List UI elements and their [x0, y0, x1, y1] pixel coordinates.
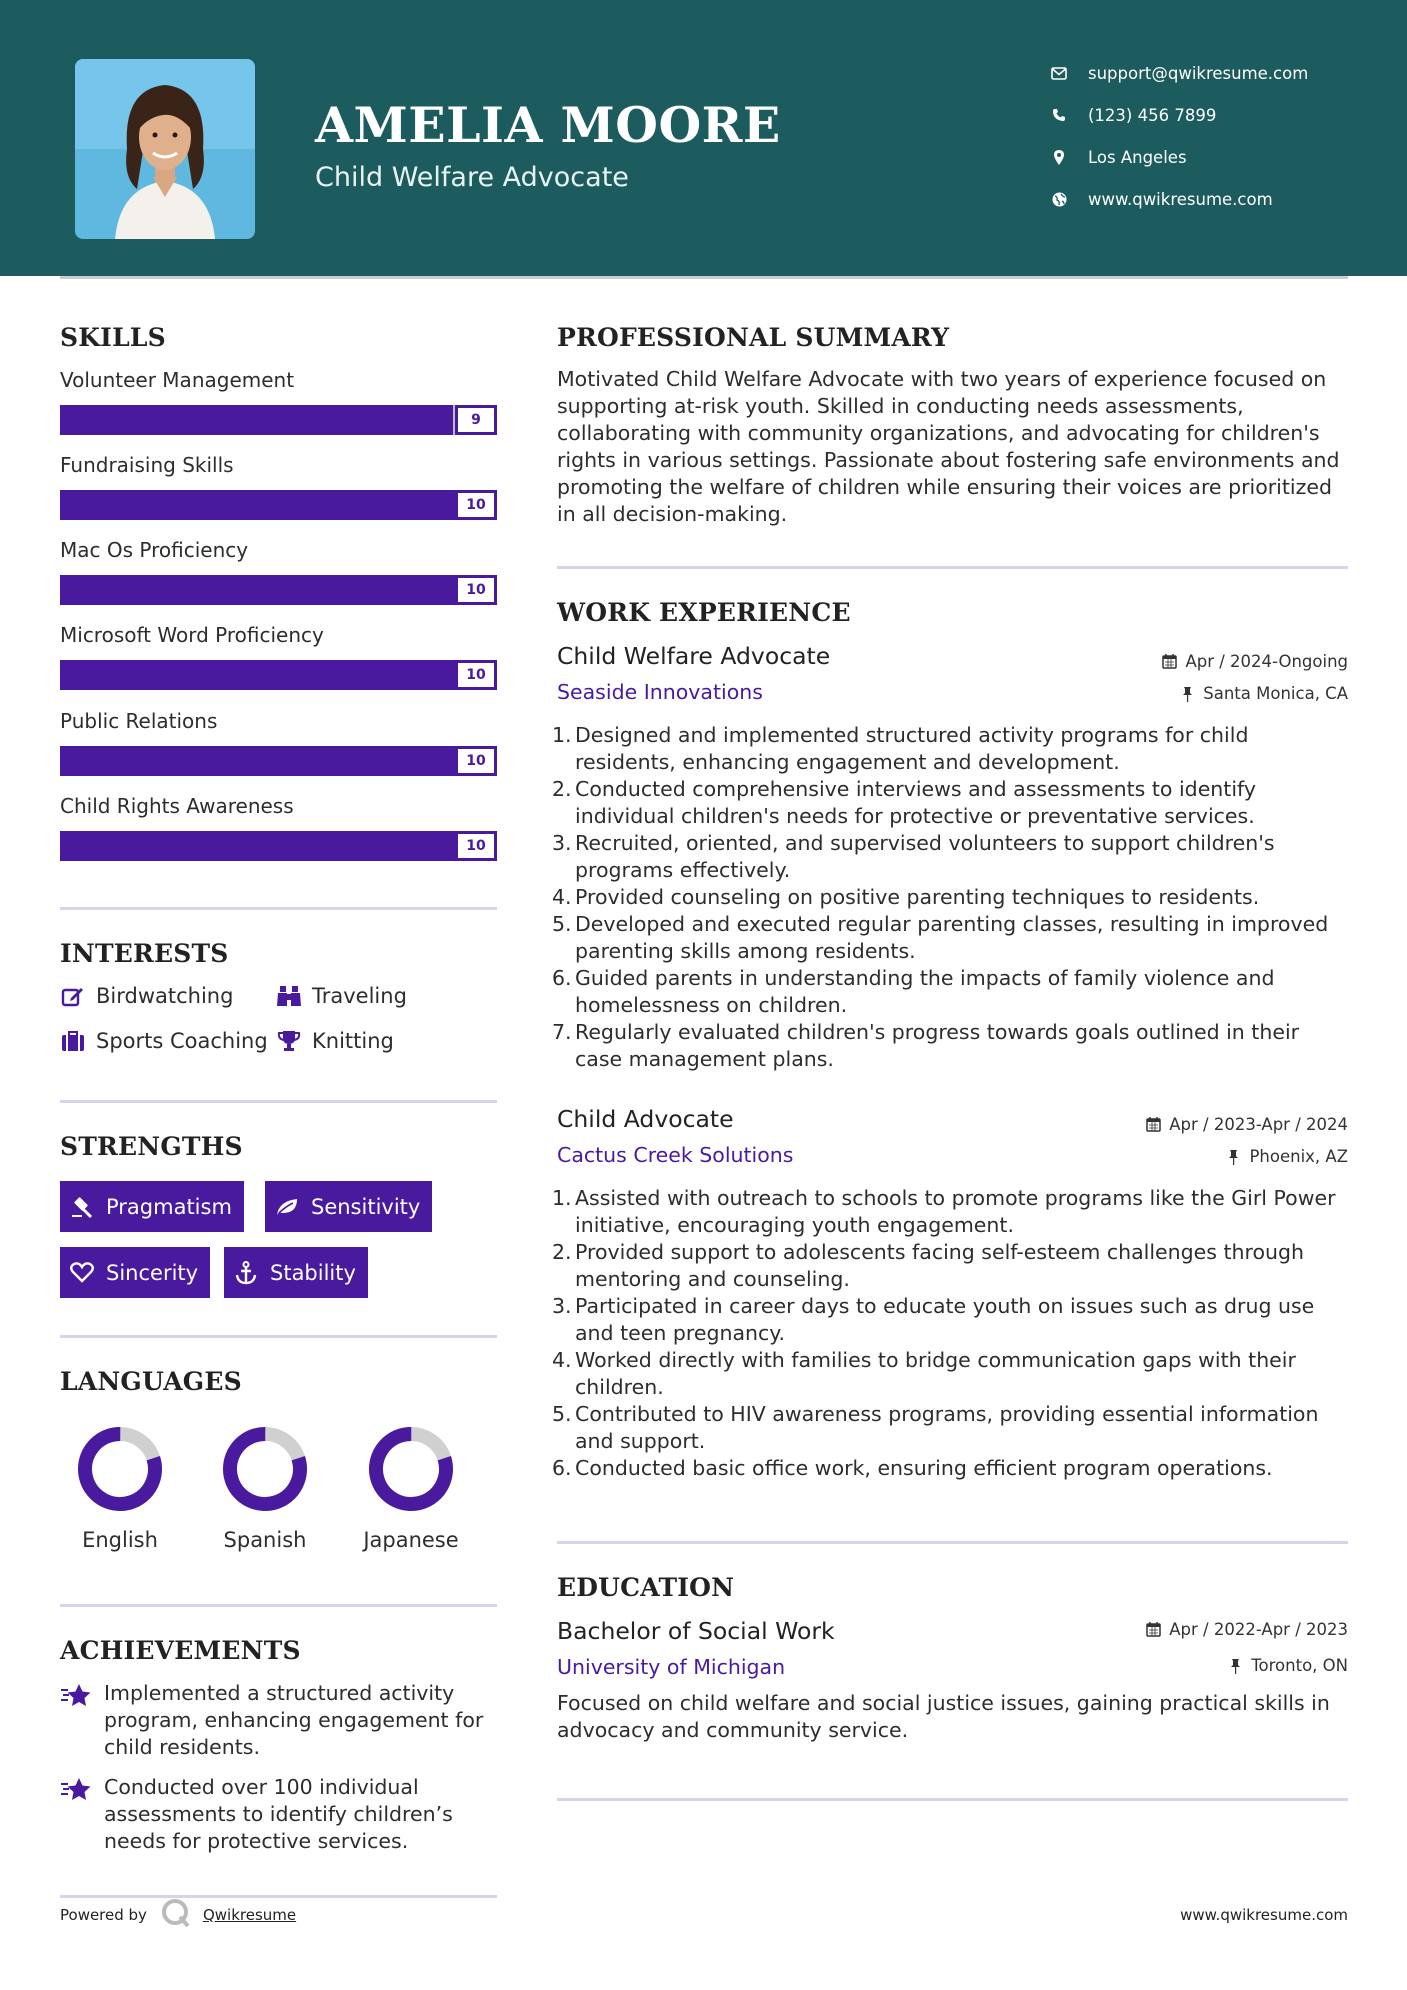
skill-bar: [60, 405, 497, 435]
duty-item: 2. Provided support to adolescents facing self-esteem challenges through mentoring and counseling.: [552, 1240, 1305, 1291]
trophy-icon: [276, 1028, 302, 1054]
education-description: Focused on child welfare and social justice issues, gaining practical skills in advocacy and community service.: [557, 1691, 1330, 1742]
job-date-text: Apr / 2024-Ongoing: [1185, 652, 1348, 671]
calendar-icon: [1145, 1622, 1161, 1638]
skill-score: 10: [455, 575, 497, 605]
duty-text: Conducted basic office work, ensuring efficient program operations.: [575, 1456, 1273, 1480]
interest-item: [60, 983, 233, 1009]
education-date: [1145, 1620, 1348, 1639]
edit-icon: [60, 983, 86, 1009]
powered-by-text: Powered by: [60, 1906, 147, 1924]
duty-item: 5. Contributed to HIV awareness programs, providing essential information and support.: [552, 1402, 1319, 1453]
job-title: Child Advocate: [557, 1105, 734, 1133]
gavel-icon: [70, 1195, 94, 1219]
phone-icon: [1050, 106, 1068, 124]
duty-text: Assisted with outreach to schools to promote programs like the Girl Power initiative, encouraging youth engagement.: [575, 1186, 1336, 1237]
strength-label: Sincerity: [106, 1260, 199, 1285]
interest-item: [276, 1028, 394, 1054]
language-level-ring: [75, 1424, 165, 1514]
strength-chip: [265, 1181, 432, 1232]
section-divider: [60, 907, 497, 910]
language-item: [200, 1424, 330, 1552]
education-date-text: Apr / 2022-Apr / 2023: [1169, 1620, 1348, 1639]
pushpin-icon: [1227, 1658, 1243, 1674]
skill-bar: [60, 831, 497, 861]
anchor-icon: [234, 1261, 258, 1285]
duty-text: Participated in career days to educate youth on issues such as drug use and teen pregnancy.: [575, 1294, 1315, 1345]
calendar-icon: [1145, 1117, 1161, 1133]
job-location: [1179, 684, 1348, 703]
skill-item: [60, 453, 497, 520]
skill-bar: [60, 746, 497, 776]
strength-chip: [60, 1181, 244, 1232]
education-location-text: Toronto, ON: [1251, 1656, 1348, 1675]
skill-score: 10: [455, 490, 497, 520]
duty-item: 2. Conducted comprehensive interviews and assessments to identify individual children's needs for protective or preventative services.: [552, 777, 1257, 828]
interest-label: Sports Coaching: [96, 1029, 268, 1053]
language-label: English: [82, 1528, 158, 1552]
strength-chip: [224, 1247, 368, 1298]
education-location: [1227, 1656, 1348, 1675]
achievement-item: [60, 1680, 500, 1761]
contact-phone[interactable]: [1050, 94, 1380, 136]
candidate-name: AMELIA MOORE: [315, 96, 781, 154]
calendar-icon: [1161, 654, 1177, 670]
duty-text: Designed and implemented structured activity programs for child residents, enhancing engagement and development.: [575, 723, 1249, 774]
section-divider: [557, 566, 1348, 569]
language-label: Japanese: [363, 1528, 459, 1552]
skill-bar: [60, 660, 497, 690]
contact-email[interactable]: [1050, 52, 1380, 94]
interest-item: [276, 983, 407, 1009]
skill-label: Public Relations: [60, 709, 218, 733]
section-divider: [60, 1335, 497, 1338]
skill-item: [60, 368, 497, 435]
location-pin-icon: [1050, 148, 1068, 166]
strength-chip: [60, 1247, 210, 1298]
section-divider: [60, 1100, 497, 1103]
skill-score: 10: [455, 746, 497, 776]
interest-label: Traveling: [312, 984, 407, 1008]
duty-text: Conducted comprehensive interviews and assessments to identify individual children's needs for protective or preventative services.: [575, 777, 1257, 828]
duty-item: 6. Conducted basic office work, ensuring efficient program operations.: [552, 1456, 1273, 1480]
skill-label: Mac Os Proficiency: [60, 538, 249, 562]
company-name: Seaside Innovations: [557, 680, 763, 704]
skill-bar: [60, 490, 497, 520]
skill-bar: [60, 575, 497, 605]
globe-icon: [1050, 190, 1068, 208]
achievement-text: Implemented a structured activity program, enhancing engagement for child residents.: [104, 1681, 484, 1759]
skill-score: 10: [455, 660, 497, 690]
duty-item: 4. Provided counseling on positive parenting techniques to residents.: [552, 885, 1260, 909]
contact-phone-text: (123) 456 7899: [1088, 105, 1217, 125]
skill-item: [60, 794, 497, 861]
section-divider: [557, 1798, 1348, 1801]
interest-item: [60, 1028, 268, 1054]
envelope-icon: [1050, 64, 1068, 82]
qwikresume-link[interactable]: Qwikresume: [202, 1906, 297, 1924]
star-icon: [60, 1682, 92, 1714]
duty-text: Regularly evaluated children's progress towards goals outlined in their case management plans.: [575, 1020, 1300, 1071]
language-level-ring: [366, 1424, 456, 1514]
education-heading: EDUCATION: [557, 1573, 735, 1602]
duty-item: 4. Worked directly with families to bridge communication gaps with their children.: [552, 1348, 1296, 1399]
contact-location-text: Los Angeles: [1088, 147, 1187, 167]
section-divider: [60, 1604, 497, 1607]
language-level-ring: [220, 1424, 310, 1514]
school-name: University of Michigan: [557, 1655, 786, 1679]
pushpin-icon: [1225, 1149, 1241, 1165]
languages-heading: LANGUAGES: [60, 1367, 242, 1396]
language-item: [346, 1424, 476, 1552]
contact-location: [1050, 136, 1380, 178]
job-duties-list: [552, 1185, 1347, 1482]
achievement-text: Conducted over 100 individual assessments to identify children’s needs for protective services.: [104, 1775, 453, 1853]
skill-label: Fundraising Skills: [60, 453, 234, 477]
leaf-icon: [275, 1195, 299, 1219]
skill-bar-fill: [60, 575, 497, 605]
contact-list: [1050, 52, 1380, 220]
interests-heading: INTERESTS: [60, 939, 229, 968]
duty-text: Provided counseling on positive parenting techniques to residents.: [575, 885, 1260, 909]
section-divider: [557, 1541, 1348, 1544]
briefcase-icon: [60, 1028, 86, 1054]
duty-item: 1. Designed and implemented structured activity programs for child residents, enhancing engagement and development.: [552, 723, 1249, 774]
strength-label: Pragmatism: [106, 1194, 232, 1219]
footer-website[interactable]: www.qwikresume.com: [1180, 1906, 1348, 1924]
duty-item: 3. Recruited, oriented, and supervised volunteers to support children's programs effectively.: [552, 831, 1275, 882]
skill-score: 10: [455, 831, 497, 861]
skill-item: [60, 709, 497, 776]
job-title: Child Welfare Advocate: [557, 642, 831, 670]
skill-bar-fill: [60, 660, 497, 690]
contact-website-text: www.qwikresume.com: [1088, 189, 1273, 209]
achievements-heading: ACHIEVEMENTS: [60, 1636, 301, 1665]
skill-bar-fill: [60, 746, 497, 776]
duty-text: Guided parents in understanding the impacts of family violence and homelessness on children.: [575, 966, 1275, 1017]
duty-text: Contributed to HIV awareness programs, providing essential information and support.: [575, 1402, 1319, 1453]
interest-label: Knitting: [312, 1029, 394, 1053]
work-experience-heading: WORK EXPERIENCE: [557, 598, 851, 627]
job-date: [1161, 652, 1348, 671]
job-location: [1225, 1147, 1348, 1166]
job-duties-list: [552, 722, 1347, 1073]
language-label: Spanish: [223, 1528, 307, 1552]
strength-label: Stability: [270, 1260, 356, 1285]
skill-score: 9: [455, 405, 497, 435]
duty-item: 6. Guided parents in understanding the impacts of family violence and homelessness on children.: [552, 966, 1275, 1017]
header-divider: [60, 276, 1348, 279]
skill-label: Microsoft Word Proficiency: [60, 623, 324, 647]
duty-item: 7. Regularly evaluated children's progress towards goals outlined in their case management plans.: [552, 1020, 1300, 1071]
skill-item: [60, 623, 497, 690]
duty-item: 3. Participated in career days to educate youth on issues such as drug use and teen pregnancy.: [552, 1294, 1315, 1345]
duty-item: 1. Assisted with outreach to schools to promote programs like the Girl Power initiative, encouraging youth engagement.: [552, 1186, 1336, 1237]
company-name: Cactus Creek Solutions: [557, 1143, 794, 1167]
skill-label: Volunteer Management: [60, 368, 295, 392]
skills-heading: SKILLS: [60, 323, 166, 352]
interest-label: Birdwatching: [96, 984, 234, 1008]
job-date: [1145, 1115, 1348, 1134]
job-location-text: Phoenix, AZ: [1249, 1147, 1348, 1166]
duty-text: Worked directly with families to bridge communication gaps with their children.: [575, 1348, 1296, 1399]
strengths-heading: STRENGTHS: [60, 1132, 243, 1161]
summary-text: Motivated Child Welfare Advocate with two years of experience focused on supporting at-risk youth. Skilled in conducting needs assessments, collaborating with community organizations, and advocating for children's rights in various settings. Passionate about fostering safe environments and promoting the welfare of children while ensuring their voices are prioritized in all decision-making.: [557, 367, 1340, 526]
duty-item: 5. Developed and executed regular parenting classes, resulting in improved parenting skills among residents.: [552, 912, 1329, 963]
job-location-text: Santa Monica, CA: [1203, 684, 1348, 703]
summary-heading: PROFESSIONAL SUMMARY: [557, 323, 950, 352]
skill-bar-fill: [60, 490, 497, 520]
job-date-text: Apr / 2023-Apr / 2024: [1169, 1115, 1348, 1134]
duty-text: Provided support to adolescents facing self-esteem challenges through mentoring and counseling.: [575, 1240, 1305, 1291]
duty-text: Developed and executed regular parenting classes, resulting in improved parenting skills among residents.: [575, 912, 1329, 963]
skill-bar-fill: [60, 405, 453, 435]
candidate-title: Child Welfare Advocate: [315, 162, 629, 193]
binoculars-icon: [276, 983, 302, 1009]
skill-bar-fill: [60, 831, 497, 861]
resume-header: [0, 0, 1407, 276]
star-icon: [60, 1776, 92, 1808]
skill-label: Child Rights Awareness: [60, 794, 294, 818]
skill-item: [60, 538, 497, 605]
contact-email-text: support@qwikresume.com: [1088, 63, 1309, 83]
strength-label: Sensitivity: [311, 1194, 421, 1219]
achievement-item: [60, 1774, 500, 1855]
profile-photo: [75, 59, 255, 239]
language-item: [55, 1424, 185, 1552]
heart-icon: [70, 1261, 94, 1285]
qwikresume-logo-icon: [161, 1898, 191, 1932]
degree-title: Bachelor of Social Work: [557, 1617, 835, 1645]
contact-website[interactable]: [1050, 178, 1380, 220]
pushpin-icon: [1179, 686, 1195, 702]
duty-text: Recruited, oriented, and supervised volunteers to support children's programs effectively.: [575, 831, 1275, 882]
powered-by: [60, 1898, 296, 1932]
